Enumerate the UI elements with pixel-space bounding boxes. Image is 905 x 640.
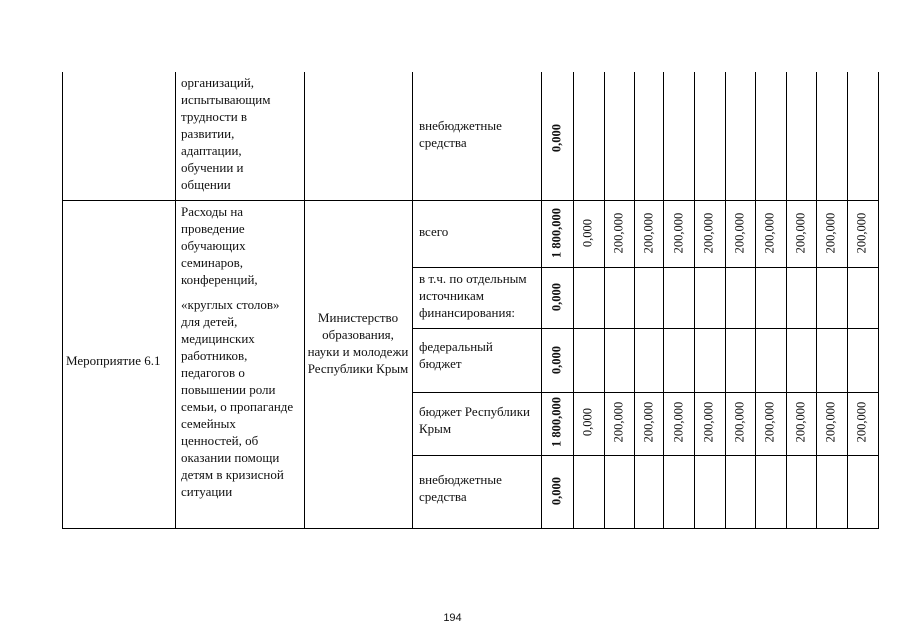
col-border-6 [573,72,574,529]
row-breakdown-source: в т.ч. по отдельным источникам финансирования: [419,271,527,320]
col-border-16 [878,72,879,529]
row-total-year-value: 0,000 [580,218,595,248]
row-border-federal [412,392,879,393]
measure-description-part1: Расходы на проведение обучающих семинаров, конференций, [181,204,258,287]
row-extrabudget-source: внебюджетные средства [419,472,502,504]
col-border-3 [304,72,305,529]
col-border-14 [816,72,817,529]
row-border-top-row-bottom [62,200,879,201]
row-total-year-value: 200,000 [701,212,716,254]
row-breakdown-total: 0,000 [549,282,564,312]
row-crimea-year-value: 200,000 [854,401,869,443]
row-crimea-year-value: 200,000 [793,401,808,443]
col-border-1 [62,72,63,529]
row-crimea-year-value: 200,000 [641,401,656,443]
col-border-9 [663,72,664,529]
row-border-total [412,267,879,268]
row-total-year-value: 200,000 [793,212,808,254]
row-total-year-value: 200,000 [641,212,656,254]
measure-name: Мероприятие 6.1 [66,353,161,368]
col-border-13 [786,72,787,529]
row-crimea-year-value: 0,000 [580,407,595,437]
row-total-year-value: 200,000 [732,212,747,254]
col-border-8 [634,72,635,529]
col-border-2 [175,72,176,529]
row-crimea-year-value: 200,000 [762,401,777,443]
row-crimea-year-value: 200,000 [701,401,716,443]
col-border-15 [847,72,848,529]
top-row-source: внебюджетные средства [419,118,502,150]
page-number: 194 [443,612,462,624]
col-border-10 [694,72,695,529]
row-crimea-source: бюджет Республики Крым [419,404,531,436]
row-border-breakdown [412,328,879,329]
row-crimea-year-value: 200,000 [611,401,626,443]
top-row-total: 0,000 [549,123,564,153]
row-total-year-value: 200,000 [762,212,777,254]
row-total-year-value: 200,000 [854,212,869,254]
row-total-year-value: 200,000 [611,212,626,254]
row-crimea-year-value: 200,000 [732,401,747,443]
row-total-source: всего [419,224,449,239]
row-crimea-total: 1 800,000 [549,397,564,447]
col-border-7 [604,72,605,529]
row-total-year-value: 200,000 [671,212,686,254]
measure-description-part2: «круглых столов» для детей, медицинских работников, педагогов о повышении роли семьи, о пропаганде семейных ценностей, об оказании помощи детям в кризисной ситуации [181,297,294,499]
row-border-crimea [412,455,879,456]
measure-executor: Министерство образования, науки и молодежи Республики Крым [307,310,409,376]
col-border-11 [725,72,726,529]
row-extrabudget-total: 0,000 [549,476,564,506]
row-crimea-year-value: 200,000 [823,401,838,443]
table-bottom-border [62,528,879,529]
row-federal-total: 0,000 [549,345,564,375]
row-total-total: 1 800,000 [549,208,564,258]
row-crimea-year-value: 200,000 [671,401,686,443]
row-total-year-value: 200,000 [823,212,838,254]
col-border-12 [755,72,756,529]
col-border-4 [412,72,413,529]
row-federal-source: федеральный бюджет [419,339,493,371]
col-border-5 [541,72,542,529]
top-row-description: организаций, испытывающим трудности в развитии, адаптации, обучении и общении [181,75,271,192]
